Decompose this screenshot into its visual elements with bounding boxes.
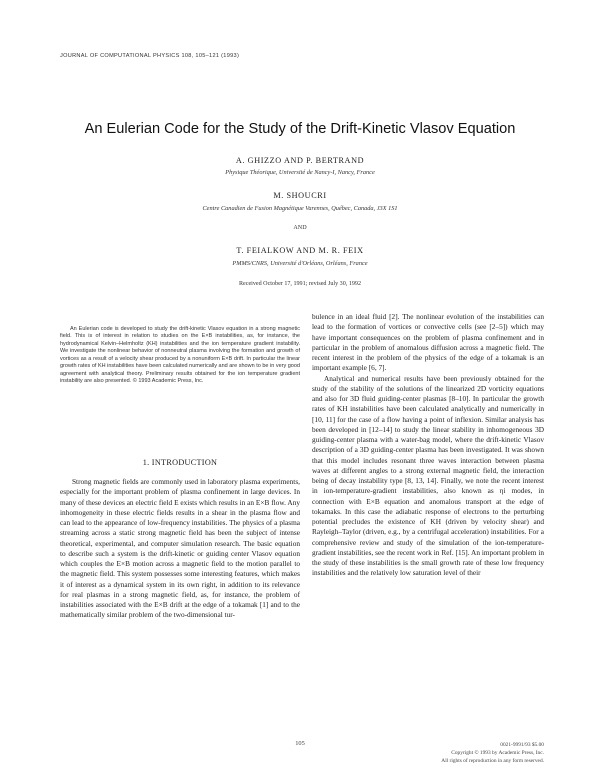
affiliation-1: Physique Théorique, Université de Nancy-I, Nancy, France bbox=[225, 169, 375, 176]
authors-1: A. GHIZZO AND P. BERTRAND bbox=[235, 156, 365, 165]
right-paragraph: bulence in an ideal fluid [2]. The nonlinear evolution of the instabilities can lead to the formation of vortices or convective cells (see [2–5]) which may have important consequences on the problem of plasma confinement and in particular in the problem of anomalous diffusion across a magnetic field. The recent interest in the problem of the physics of the edge of a tokamak is an important example [6, 7]. bbox=[312, 312, 544, 373]
right-paragraph: Analytical and numerical results have been previously obtained for the study of the stability of the solutions of the linearized 2D vorticity equations and also for 3D fluid guiding-center plasmas [8–10]. In particular the growth rates of KH instabilities have been calculated analytically and numerically in [10, 11] for the case of a flow having a point of inflexion. Similar analysis has been developed in [12–14] to study the linear stability in inhomogeneous 3D guiding-center plasma with a water-bag model, where the drift-kinetic Vlasov description of a 3D guiding-center plasma has been investigated. It was shown that this model includes resonant three waves interaction between plasma waves at different angles to a strong external magnetic field, the interaction being of decay instability type [8, 13, 14]. Finally, we note the recent interest in ion-temperature-gradient instabilities, also known as ηi modes, in connection with E×B equation and anomalous transport at the edge of tokamaks. In this case the adiabatic response of electrons to the perturbing potential precludes the existence of KH (driven by velocity shear) and Rayleigh–Taylor (driven, e.g., by a centrifugal acceleration) instabilities. For a comprehensive review and study of the simulation of the ion-temperature-gradient instabilities, see the recent work in Ref. [15]. An important problem in the study of these instabilities is the small growth rate of these low frequency instabilities and the relatively low saturation level of their bbox=[312, 373, 544, 578]
left-paragraph: Strong magnetic fields are commonly used in laboratory plasma experiments, especially for the important problem of plasma confinement in large devices. In many of these devices an electric field E exists which results in an E×B flow. Any inhomogeneity in these electric fields results in a shear in the plasma flow and can lead to the appearance of low-frequency instabilities. The physics of a plasma streaming across a static strong magnetic field has been the subject of intense theoretical, experimental, and computer simulation research. The basic equation to describe such a system is the drift-kinetic or guiding center Vlasov equation which couples the E×B motion across a magnetic field to the motion parallel to the magnetic field. This system possesses some interesting features, which makes it of interest as a dynamical system in its own right, in addition to its relevance for real plasmas in a strong magnetic field, as, for instance, the problem of instabilities associated with the E×B drift at the edge of a tokamak [1] and to the mathematically similar problem of the two-dimensional tur- bbox=[60, 477, 300, 620]
and-separator: AND bbox=[293, 225, 307, 231]
page-number: 105 bbox=[295, 740, 305, 747]
author-2: M. SHOUCRI bbox=[273, 191, 327, 200]
footer-copyright: Copyright © 1993 by Academic Press, Inc. bbox=[451, 750, 544, 756]
received-date: Received October 17, 1991; revised July 30, 1992 bbox=[238, 281, 362, 287]
authors-3: T. FEIALKOW AND M. R. FEIX bbox=[236, 246, 364, 255]
abstract: An Eulerian code is developed to study the drift-kinetic Vlasov equation in a strong magnetic field. This is of interest in relation to studies on the E×B instabilities, as, for instance, the hydrodynamical Kelvin–Helmholtz (KH) instabilities and the ion temperature gradient instability. We investigate the nonlinear behavior of nonneutral plasma involving the formation and growth of vortices as a result of a velocity shear produced by a nonuniform E×B drift. In particular the linear growth rates of KH instabilities have been calculated numerically and are shown to be in very good agreement with analytical theory. Preliminary results obtained for the ion temperature gradient instability are also presented. © 1993 Academic Press, Inc. bbox=[60, 326, 300, 385]
footer-issn: 0021-9991/93 $5.00 bbox=[500, 742, 544, 748]
section-heading: 1. INTRODUCTION bbox=[142, 458, 218, 467]
journal-header: JOURNAL OF COMPUTATIONAL PHYSICS 108, 105–121 (1993) bbox=[60, 53, 240, 59]
right-column bbox=[312, 312, 544, 579]
affiliation-3: PMMS/CNRS, Université d'Orléans, Orléans, France bbox=[232, 260, 368, 267]
paper-title: An Eulerian Code for the Study of the Drift-Kinetic Vlasov Equation bbox=[84, 121, 516, 137]
copyright-footer bbox=[441, 741, 544, 765]
left-column bbox=[60, 477, 300, 621]
affiliation-2: Centre Canadien de Fusion Magnétique Varennes, Québec, Canada, J3X 1S1 bbox=[202, 205, 398, 212]
footer-rights: All rights of reproduction in any form reserved. bbox=[441, 758, 544, 764]
